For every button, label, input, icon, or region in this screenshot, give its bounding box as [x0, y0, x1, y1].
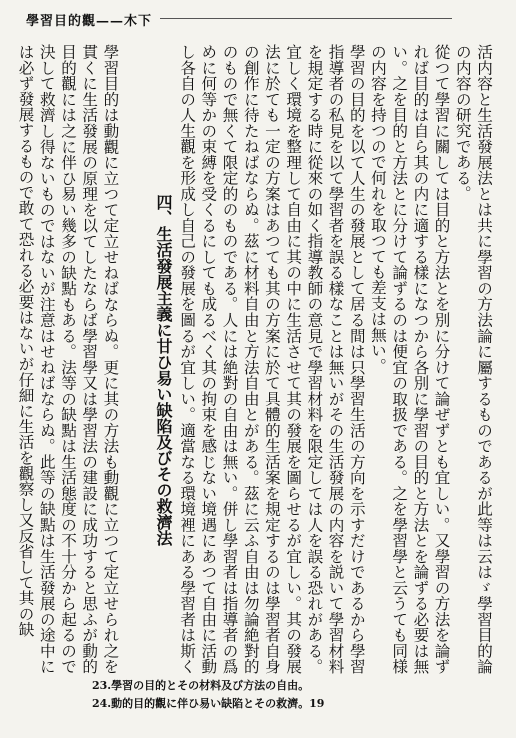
- section-text-column: [16, 44, 136, 674]
- header-rule: [160, 18, 452, 19]
- main-text-column: [176, 44, 494, 674]
- paragraph: 學習目的は動觀に立つて定立せねばならぬ。更に其の方法も動觀に立つて定立せられ之を貫くに生活發展の原理を以てしたならば學習學又は學習法の建設に成功すると思ふが動的目的觀には之に伴ひ易い幾多の缺點もある。法等の缺點は生活態度の不十分から起るので決して救濟し得ないものではないが注意はせねばならぬ。此等の缺點は生活發展の途中には必ず發展するもので敢て恐れる必要はないが仔細に生活を觀察し又反省して其の缺: [16, 44, 120, 674]
- running-title: 學習目的觀——木下: [26, 14, 153, 29]
- section-heading: 四、生活發展主義に甘ひ易い缺陷及びその救濟法: [154, 194, 173, 546]
- footnote-24: 24.動的目的觀に伴ひ易い缺陷とその救濟。19: [92, 697, 325, 710]
- page-header: [0, 4, 516, 30]
- footnote-23: 23.學習の目的とその材料及び方法の自由。: [92, 679, 310, 692]
- paragraph: 學習の目的を以て人生の發展として居る間は只學習生活の方向を示すだけであるから學習指導者の私見を以て學習者を誤る樣なことは無いがその生活發展の内容を説いて學習材料を規定する時に從來の如く指導教師の意見で學習材料を限定しては人を誤る恐れがある。宜しく環境を整理して自由に其の中に生活させて其の發展を圖らせるが宜しい。其の發展法に於ても一定の方案はあつても其の方案に於て具體的生活案を規定するのは學習者自身の創作に待たねばならぬ。茲に材料自由と方法自由とがある。茲に云ふ自由は勿論絶對的のもので無くて限定的のものである。人には絶對の自由は無い。併し學習者は指導者の爲めに何等かの束縛を受くるにしても成るべく其の拘束を感じない境遇にあつて自由に活動し各自の人生觀を形成し自己の發展を圖るが宜しい。適當なる環境裡にある學習者は斯く: [178, 44, 366, 674]
- paragraph: 從つて學習に關しては目的と方法とを別に分けて論ぜずとも宜しい。又學習の方法を論ずれば目的は自ら其の内に適する樣になつから各別に學習の目的と方法とを論ずる必要は無い。之を目的と方法とに分けて論ずるのは便宜の取扱である。之を學習學と云うても同様の内容を持つので何れを取つても差支は無い。: [368, 44, 451, 674]
- footnotes: [0, 676, 516, 736]
- paragraph: 活内容と生活發展法とは共に學習の方法論に屬するものであるが此等は云はゞ學習目的論の内容の研究である。: [453, 44, 493, 674]
